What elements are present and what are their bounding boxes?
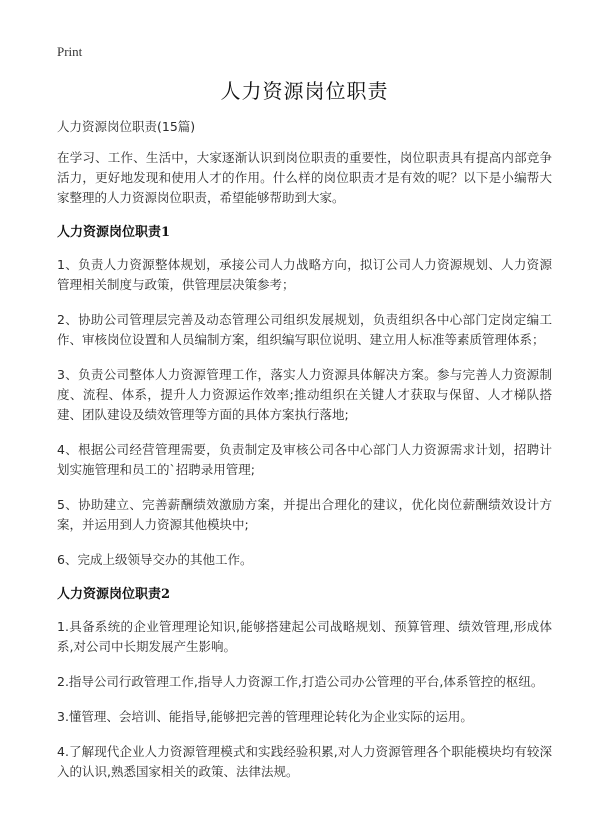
duty-item: 2、协助公司管理层完善及动态管理公司组织发展规划，负责组织各中心部门定岗定编工作、审核岗位设置和人员编制方案，组织编写职位说明、建立用人标准等素质管理体系； — [57, 312, 552, 347]
section-2 — [57, 585, 552, 782]
duty-item: 3、负责公司整体人力资源管理工作，落实人力资源具体解决方案。参与完善人力资源制度、流程、体系，提升人力资源运作效率;推动组织在关键人才获取与保留、人才梯队搭建、团队建设及绩效管理等方面的具体方案执行落地; — [57, 367, 552, 422]
document-subtitle: 人力资源岗位职责(15篇) — [57, 119, 196, 134]
duty-item: 5、协助建立、完善薪酬绩效激励方案，并提出合理化的建议，优化岗位薪酬绩效设计方案，并运用到人力资源其他模块中; — [57, 497, 552, 532]
duty-item: 2.指导公司行政管理工作,指导人力资源工作,打造公司办公管理的平台,体系管控的枢纽。 — [57, 674, 544, 689]
duty-item: 3.懂管理、会培训、能指导,能够把完善的管理理论转化为企业实际的运用。 — [57, 709, 473, 724]
duty-item: 1.具备系统的企业管理理论知识,能够搭建起公司战略规划、预算管理、绩效管理,形成体系,对公司中长期发展产生影响。 — [57, 619, 552, 654]
section-1 — [57, 223, 552, 570]
document-page — [57, 44, 552, 797]
section-heading: 人力资源岗位职责1 — [57, 225, 171, 240]
section-heading: 人力资源岗位职责2 — [57, 587, 171, 602]
duty-item: 6、完成上级领导交办的其他工作。 — [57, 552, 253, 567]
duty-item: 4、根据公司经营管理需要，负责制定及审核公司各中心部门人力资源需求计划，招聘计划实施管理和员工的`招聘录用管理; — [57, 442, 552, 477]
intro-paragraph: 在学习、工作、生活中，大家逐渐认识到岗位职责的重要性，岗位职责具有提高内部竞争活力，更好地发现和使用人才的作用。什么样的岗位职责才是有效的呢？以下是小编帮大家整理的人力资源岗位职责，希望能够帮助到大家。 — [57, 150, 552, 205]
duty-item: 1、负责人力资源整体规划，承接公司人力战略方向，拟订公司人力资源规划、人力资源管理相关制度与政策，供管理层决策参考； — [57, 257, 552, 292]
page-title: 人力资源岗位职责 — [220, 79, 389, 103]
print-link[interactable]: Print — [57, 44, 83, 59]
duty-item: 4.了解现代企业人力资源管理模式和实践经验积累,对人力资源管理各个职能模块均有较深入的认识,熟悉国家相关的政策、法律法规。 — [57, 744, 552, 779]
